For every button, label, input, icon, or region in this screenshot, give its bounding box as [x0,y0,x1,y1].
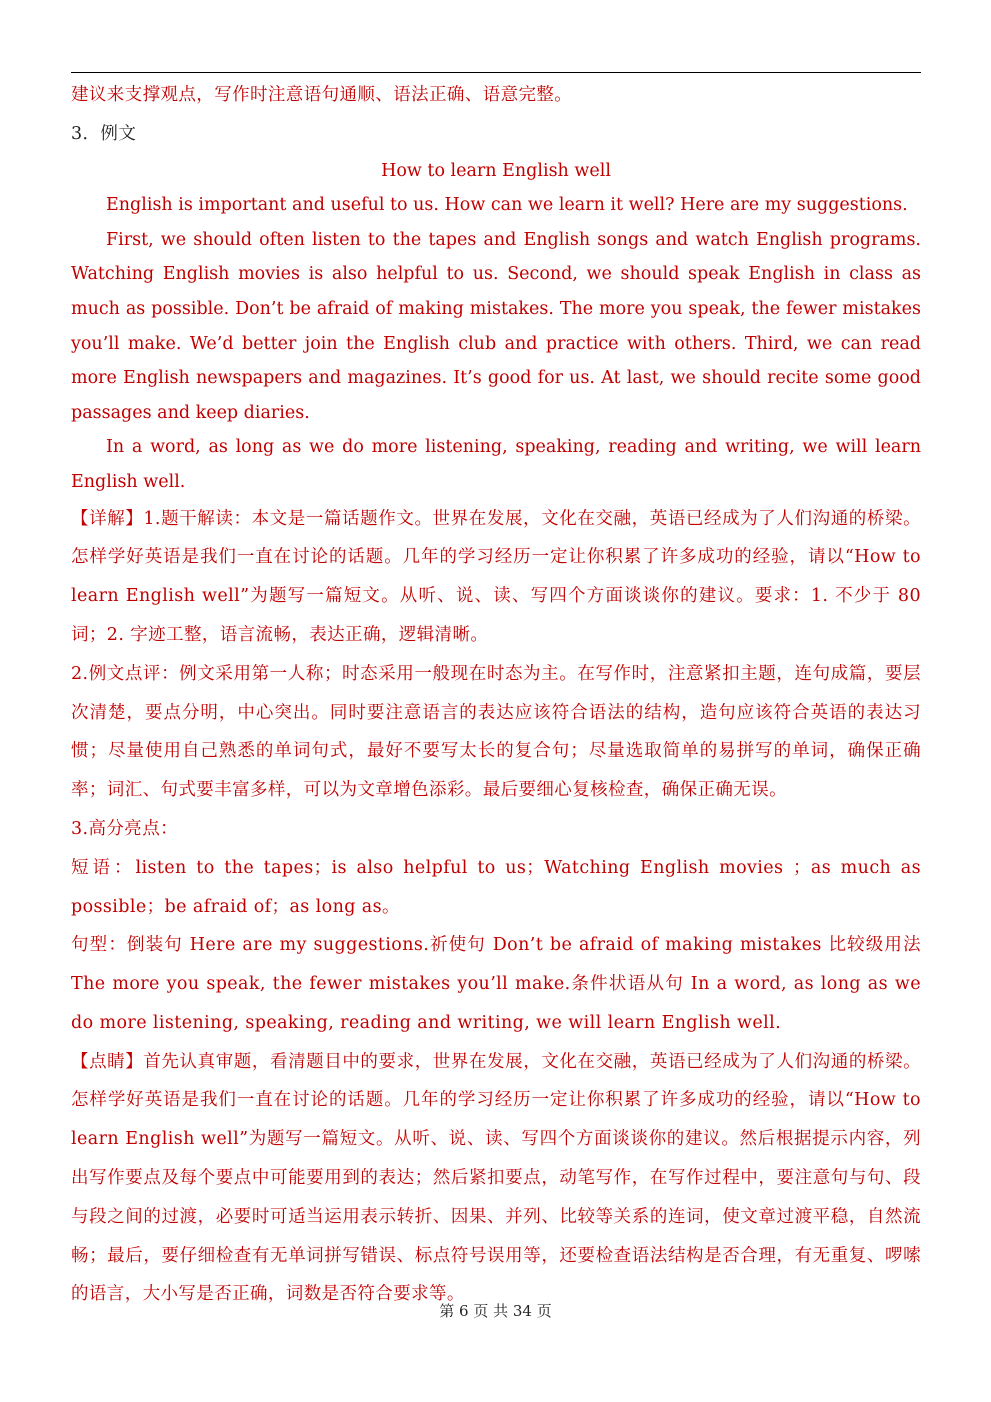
highlights-heading: 3.高分亮点： [71,818,178,839]
header-rule [71,72,921,73]
explanation-paragraph-1: 【详解】1.题干解读：本文是一篇话题作文。世界在发展，文化在交融，英语已经成为了人们沟通的桥梁。怎样学好英语是我们一直在讨论的话题。几年的学习经历一定让你积累了许多成功的经验，请以“How to learn English well”为题写一篇短文。从听、说、读、写四个方面谈谈你的建议。要求：1. 不少于 80 词；2. 字迹工整，语言流畅，表达正确，逻辑清晰。 [71,508,921,645]
essay-title: How to learn English well [381,160,611,181]
tip-paragraph: 【点睛】首先认真审题，看清题目中的要求，世界在发展，文化在交融，英语已经成为了人们沟通的桥梁。怎样学好英语是我们一直在讨论的话题。几年的学习经历一定让你积累了许多成功的经验，请以“How to learn English well”为题写一篇短文。从听、说、读、写四个方面谈谈你的建议。然后根据提示内容，列出写作要点及每个要点中可能要用到的表达；然后紧扣要点，动笔写作，在写作过程中，要注意句与句、段与段之间的过渡，必要时可适当运用表示转折、因果、并列、比较等关系的连词，使文章过渡平稳，自然流畅；最后，要仔细检查有无单词拼写错误、标点符号误用等，还要检查语法结构是否合理，有无重复、啰嗦的语言，大小写是否正确，词数是否符合要求等。 [71,1051,921,1305]
essay-paragraph-1: English is important and useful to us. How can we learn it well? Here are my suggestions. [106,195,908,216]
highlights-sentences: 句型：倒装句 Here are my suggestions.祈使句 Don’t be afraid of making mistakes 比较级用法 The more you speak, the fewer mistakes you’ll make.条件状语从句 In a word, as long as we do more listening, speaking, reading and writing, we will learn English well. [71,935,921,1033]
essay-paragraph-2: First, we should often listen to the tapes and English songs and watch English programs. Watching English movies is also helpful to us. Second, we should speak English in class as much as possible. Don’t be afraid of making mistakes. The more you speak, the fewer mistakes you’ll make. We’d better join the English club and practice with others. Third, we can read more English newspapers and magazines. It’s good for us. At last, we should recite some good passages and keep diaries. [71,229,921,423]
page-number: 第 6 页 共 34 页 [439,1302,552,1320]
explanation-paragraph-2: 2.例文点评：例文采用第一人称；时态采用一般现在时态为主。在写作时，注意紧扣主题，连句成篇，要层次清楚，要点分明，中心突出。同时要注意语言的表达应该符合语法的结构，造句应该符合英语的表达习惯；尽量使用自己熟悉的单词句式，最好不要写太长的复合句；尽量选取简单的易拼写的单词，确保正确率；词汇、句式要丰富多样，可以为文章增色添彩。最后要细心复核检查，确保正确无误。 [71,663,921,801]
continued-line: 建议来支撑观点，写作时注意语句通顺、语法正确、语意完整。 [71,85,573,105]
highlights-phrases: 短语：listen to the tapes；is also helpful to us；Watching English movies ；as much as possible；be afraid of；as long as。 [71,857,921,917]
essay-paragraph-3: In a word, as long as we do more listening, speaking, reading and writing, we will learn English well. [71,437,921,492]
page-content [71,76,921,1314]
section-heading-example: 3．例文 [71,123,137,144]
